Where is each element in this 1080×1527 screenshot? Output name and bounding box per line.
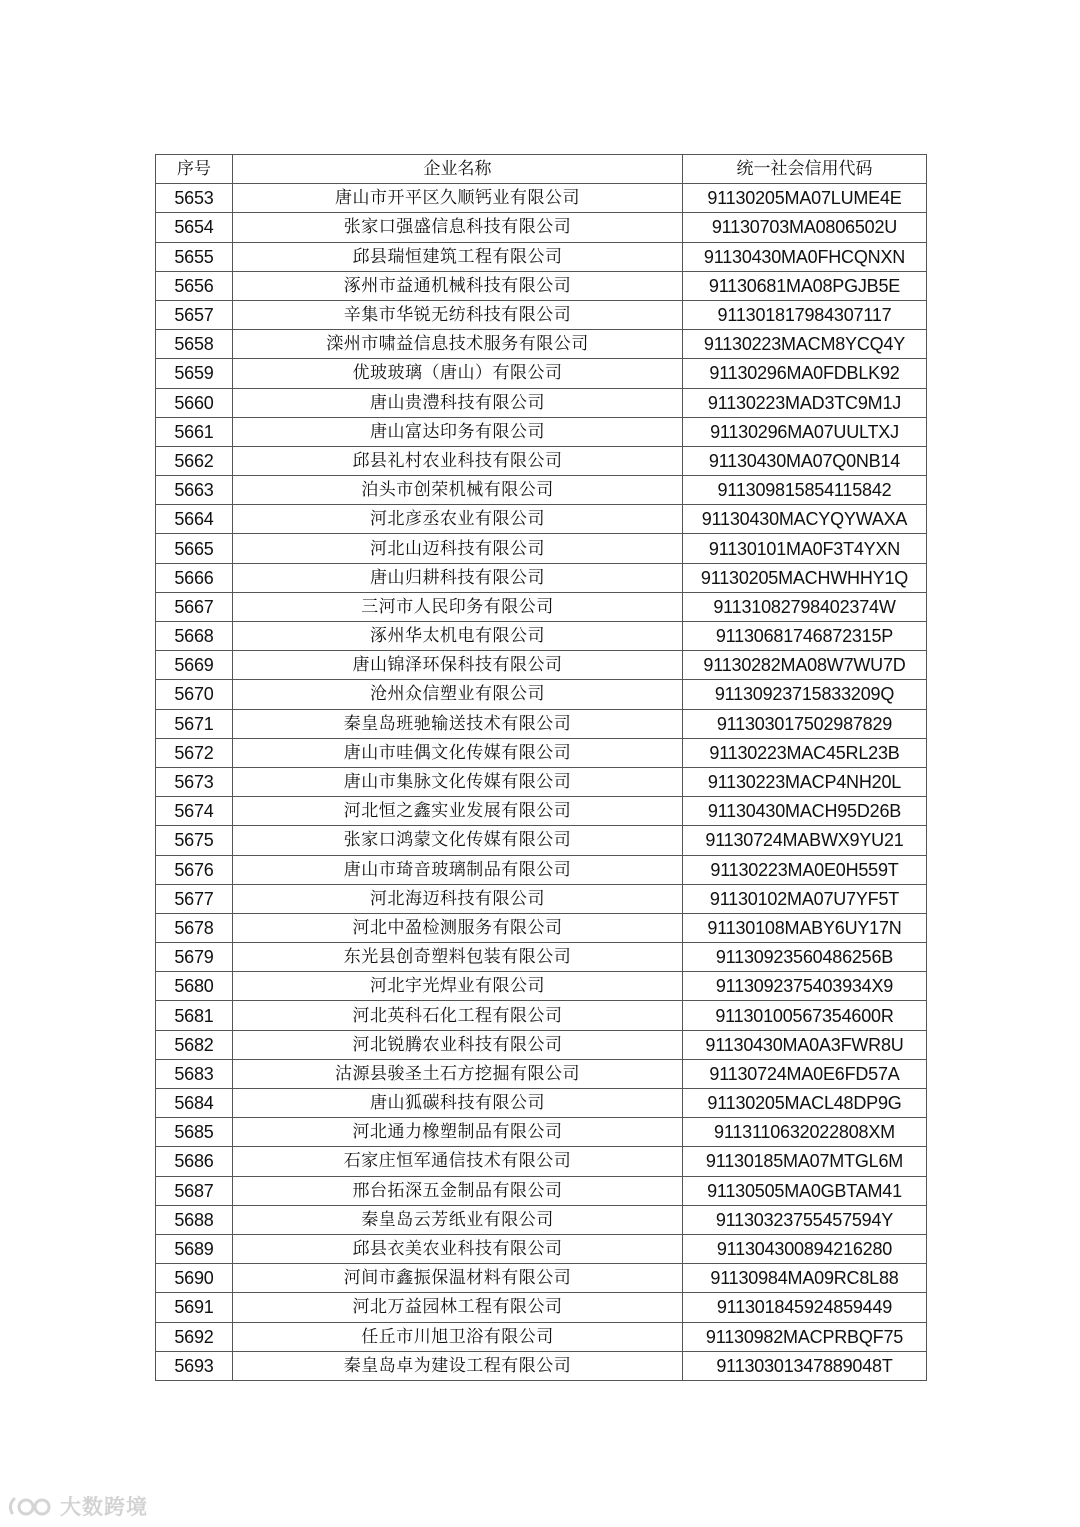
table-row xyxy=(156,271,927,300)
row-index: 5691 xyxy=(156,1293,233,1322)
row-credit-code: 91130296MA07UULTXJ xyxy=(683,417,927,446)
row-credit-code: 91130430MA0FHCQNXN xyxy=(683,242,927,271)
row-index: 5654 xyxy=(156,213,233,242)
row-credit-code: 91130223MAC45RL23B xyxy=(683,738,927,767)
table-row xyxy=(156,651,927,680)
row-credit-code: 91130185MA07MTGL6M xyxy=(683,1147,927,1176)
row-index: 5682 xyxy=(156,1030,233,1059)
table-row xyxy=(156,1322,927,1351)
row-index: 5693 xyxy=(156,1351,233,1380)
row-index: 5656 xyxy=(156,271,233,300)
brand-logo-icon xyxy=(6,1493,54,1519)
row-index: 5685 xyxy=(156,1118,233,1147)
table-row xyxy=(156,1147,927,1176)
row-credit-code: 91130205MACL48DP9G xyxy=(683,1089,927,1118)
row-index: 5689 xyxy=(156,1234,233,1263)
row-credit-code: 91130724MABWX9YU21 xyxy=(683,826,927,855)
row-credit-code: 91130282MA08W7WU7D xyxy=(683,651,927,680)
row-company-name: 石家庄恒军通信技术有限公司 xyxy=(233,1147,683,1176)
row-index: 5673 xyxy=(156,767,233,796)
row-credit-code: 91130101MA0F3T4YXN xyxy=(683,534,927,563)
row-index: 5692 xyxy=(156,1322,233,1351)
table-row xyxy=(156,738,927,767)
watermark xyxy=(6,1490,148,1522)
row-credit-code: 911301817984307117 xyxy=(683,300,927,329)
row-credit-code: 91130505MA0GBTAM41 xyxy=(683,1176,927,1205)
row-company-name: 邢台拓深五金制品有限公司 xyxy=(233,1176,683,1205)
row-credit-code: 91130703MA0806502U xyxy=(683,213,927,242)
table-row xyxy=(156,1234,927,1263)
row-credit-code: 911304300894216280 xyxy=(683,1234,927,1263)
row-index: 5674 xyxy=(156,797,233,826)
table-row xyxy=(156,388,927,417)
row-index: 5679 xyxy=(156,943,233,972)
row-index: 5657 xyxy=(156,300,233,329)
row-index: 5653 xyxy=(156,184,233,213)
row-credit-code: 9113092375403934X9 xyxy=(683,972,927,1001)
row-credit-code: 91130205MA07LUME4E xyxy=(683,184,927,213)
table-row xyxy=(156,797,927,826)
table-row xyxy=(156,709,927,738)
row-index: 5690 xyxy=(156,1264,233,1293)
table-row xyxy=(156,184,927,213)
row-credit-code: 91130681746872315P xyxy=(683,622,927,651)
row-company-name: 河北山迈科技有限公司 xyxy=(233,534,683,563)
row-company-name: 唐山富达印务有限公司 xyxy=(233,417,683,446)
row-index: 5675 xyxy=(156,826,233,855)
row-company-name: 优玻玻璃（唐山）有限公司 xyxy=(233,359,683,388)
table-row xyxy=(156,622,927,651)
row-company-name: 张家口强盛信息科技有限公司 xyxy=(233,213,683,242)
row-company-name: 邱县衣美农业科技有限公司 xyxy=(233,1234,683,1263)
row-company-name: 秦皇岛班驰输送技术有限公司 xyxy=(233,709,683,738)
table-row xyxy=(156,359,927,388)
row-index: 5665 xyxy=(156,534,233,563)
row-index: 5666 xyxy=(156,563,233,592)
row-credit-code: 91130724MA0E6FD57A xyxy=(683,1059,927,1088)
table-row xyxy=(156,592,927,621)
row-credit-code: 91130296MA0FDBLK92 xyxy=(683,359,927,388)
row-credit-code: 91130223MACM8YCQ4Y xyxy=(683,330,927,359)
row-credit-code: 91130102MA07U7YF5T xyxy=(683,884,927,913)
row-index: 5676 xyxy=(156,855,233,884)
table-row xyxy=(156,1001,927,1030)
row-credit-code: 91130223MACP4NH20L xyxy=(683,767,927,796)
row-credit-code: 911303017502987829 xyxy=(683,709,927,738)
row-company-name: 唐山市哇偶文化传媒有限公司 xyxy=(233,738,683,767)
row-credit-code: 91130108MABY6UY17N xyxy=(683,913,927,942)
row-index: 5662 xyxy=(156,446,233,475)
table-row xyxy=(156,417,927,446)
row-company-name: 唐山狐碳科技有限公司 xyxy=(233,1089,683,1118)
row-company-name: 河北宇光焊业有限公司 xyxy=(233,972,683,1001)
table-row xyxy=(156,855,927,884)
table-row xyxy=(156,884,927,913)
table-row xyxy=(156,943,927,972)
row-index: 5655 xyxy=(156,242,233,271)
row-credit-code: 91130430MA0A3FWR8U xyxy=(683,1030,927,1059)
table-row xyxy=(156,330,927,359)
row-company-name: 涿州市益通机械科技有限公司 xyxy=(233,271,683,300)
row-company-name: 河北通力橡塑制品有限公司 xyxy=(233,1118,683,1147)
row-credit-code: 9113110632022808XM xyxy=(683,1118,927,1147)
row-company-name: 河北锐腾农业科技有限公司 xyxy=(233,1030,683,1059)
row-company-name: 沽源县骏圣土石方挖掘有限公司 xyxy=(233,1059,683,1088)
row-index: 5678 xyxy=(156,913,233,942)
row-credit-code: 91130984MA09RC8L88 xyxy=(683,1264,927,1293)
table-row xyxy=(156,972,927,1001)
row-index: 5660 xyxy=(156,388,233,417)
row-credit-code: 91130430MACYQYWAXA xyxy=(683,505,927,534)
table-row xyxy=(156,534,927,563)
row-index: 5670 xyxy=(156,680,233,709)
row-company-name: 秦皇岛卓为建设工程有限公司 xyxy=(233,1351,683,1380)
header-index: 序号 xyxy=(156,155,233,184)
row-credit-code: 91130223MAD3TC9M1J xyxy=(683,388,927,417)
table-row xyxy=(156,1118,927,1147)
row-company-name: 河北英科石化工程有限公司 xyxy=(233,1001,683,1030)
row-index: 5668 xyxy=(156,622,233,651)
row-index: 5681 xyxy=(156,1001,233,1030)
table-header-row xyxy=(156,155,927,184)
row-company-name: 河北海迈科技有限公司 xyxy=(233,884,683,913)
row-company-name: 秦皇岛云芳纸业有限公司 xyxy=(233,1205,683,1234)
row-credit-code: 91130923715833209Q xyxy=(683,680,927,709)
row-company-name: 涿州华太机电有限公司 xyxy=(233,622,683,651)
row-credit-code: 91130223MA0E0H559T xyxy=(683,855,927,884)
row-index: 5658 xyxy=(156,330,233,359)
row-index: 5677 xyxy=(156,884,233,913)
table-row xyxy=(156,300,927,329)
row-company-name: 唐山归耕科技有限公司 xyxy=(233,563,683,592)
table-body xyxy=(156,184,927,1381)
table-row xyxy=(156,446,927,475)
row-company-name: 任丘市川旭卫浴有限公司 xyxy=(233,1322,683,1351)
row-credit-code: 91130301347889048T xyxy=(683,1351,927,1380)
table-row xyxy=(156,826,927,855)
table-row xyxy=(156,476,927,505)
row-company-name: 唐山市开平区久顺钙业有限公司 xyxy=(233,184,683,213)
table-row xyxy=(156,213,927,242)
row-credit-code: 91130982MACPRBQF75 xyxy=(683,1322,927,1351)
row-index: 5659 xyxy=(156,359,233,388)
row-index: 5686 xyxy=(156,1147,233,1176)
row-credit-code: 91130923560486256B xyxy=(683,943,927,972)
row-index: 5688 xyxy=(156,1205,233,1234)
row-company-name: 邱县瑞恒建筑工程有限公司 xyxy=(233,242,683,271)
row-credit-code: 91130205MACHWHHY1Q xyxy=(683,563,927,592)
row-company-name: 东光县创奇塑料包装有限公司 xyxy=(233,943,683,972)
row-company-name: 泊头市创荣机械有限公司 xyxy=(233,476,683,505)
table-row xyxy=(156,242,927,271)
row-credit-code: 911309815854115842 xyxy=(683,476,927,505)
row-company-name: 三河市人民印务有限公司 xyxy=(233,592,683,621)
row-company-name: 滦州市啸益信息技术服务有限公司 xyxy=(233,330,683,359)
header-company-name: 企业名称 xyxy=(233,155,683,184)
table-row xyxy=(156,913,927,942)
row-credit-code: 91130430MA07Q0NB14 xyxy=(683,446,927,475)
enterprise-table-container xyxy=(155,154,926,1381)
row-credit-code: 91130430MACH95D26B xyxy=(683,797,927,826)
row-index: 5672 xyxy=(156,738,233,767)
row-company-name: 河间市鑫振保温材料有限公司 xyxy=(233,1264,683,1293)
row-index: 5661 xyxy=(156,417,233,446)
row-index: 5669 xyxy=(156,651,233,680)
row-company-name: 河北恒之鑫实业发展有限公司 xyxy=(233,797,683,826)
row-company-name: 辛集市华锐无纺科技有限公司 xyxy=(233,300,683,329)
row-index: 5663 xyxy=(156,476,233,505)
row-company-name: 唐山市琦音玻璃制品有限公司 xyxy=(233,855,683,884)
row-company-name: 河北万益园林工程有限公司 xyxy=(233,1293,683,1322)
watermark-text: 大数跨境 xyxy=(60,1495,148,1519)
table-row xyxy=(156,1059,927,1088)
row-company-name: 邱县礼村农业科技有限公司 xyxy=(233,446,683,475)
row-index: 5687 xyxy=(156,1176,233,1205)
row-company-name: 河北中盈检测服务有限公司 xyxy=(233,913,683,942)
table-row xyxy=(156,505,927,534)
row-index: 5671 xyxy=(156,709,233,738)
row-index: 5667 xyxy=(156,592,233,621)
row-index: 5684 xyxy=(156,1089,233,1118)
table-row xyxy=(156,1293,927,1322)
row-company-name: 唐山锦泽环保科技有限公司 xyxy=(233,651,683,680)
table-row xyxy=(156,1264,927,1293)
table-row xyxy=(156,767,927,796)
header-credit-code: 统一社会信用代码 xyxy=(683,155,927,184)
enterprise-table xyxy=(155,154,927,1381)
row-credit-code: 91130100567354600R xyxy=(683,1001,927,1030)
table-row xyxy=(156,1205,927,1234)
row-index: 5683 xyxy=(156,1059,233,1088)
row-credit-code: 91130323755457594Y xyxy=(683,1205,927,1234)
row-company-name: 张家口鸿蒙文化传媒有限公司 xyxy=(233,826,683,855)
table-row xyxy=(156,1089,927,1118)
table-row xyxy=(156,1030,927,1059)
row-company-name: 唐山贵澧科技有限公司 xyxy=(233,388,683,417)
row-credit-code: 91130681MA08PGJB5E xyxy=(683,271,927,300)
row-index: 5680 xyxy=(156,972,233,1001)
table-row xyxy=(156,563,927,592)
row-company-name: 唐山市集脉文化传媒有限公司 xyxy=(233,767,683,796)
row-credit-code: 911301845924859449 xyxy=(683,1293,927,1322)
row-credit-code: 91131082798402374W xyxy=(683,592,927,621)
table-row xyxy=(156,680,927,709)
row-company-name: 河北彦丞农业有限公司 xyxy=(233,505,683,534)
table-row xyxy=(156,1176,927,1205)
row-index: 5664 xyxy=(156,505,233,534)
row-company-name: 沧州众信塑业有限公司 xyxy=(233,680,683,709)
table-row xyxy=(156,1351,927,1380)
